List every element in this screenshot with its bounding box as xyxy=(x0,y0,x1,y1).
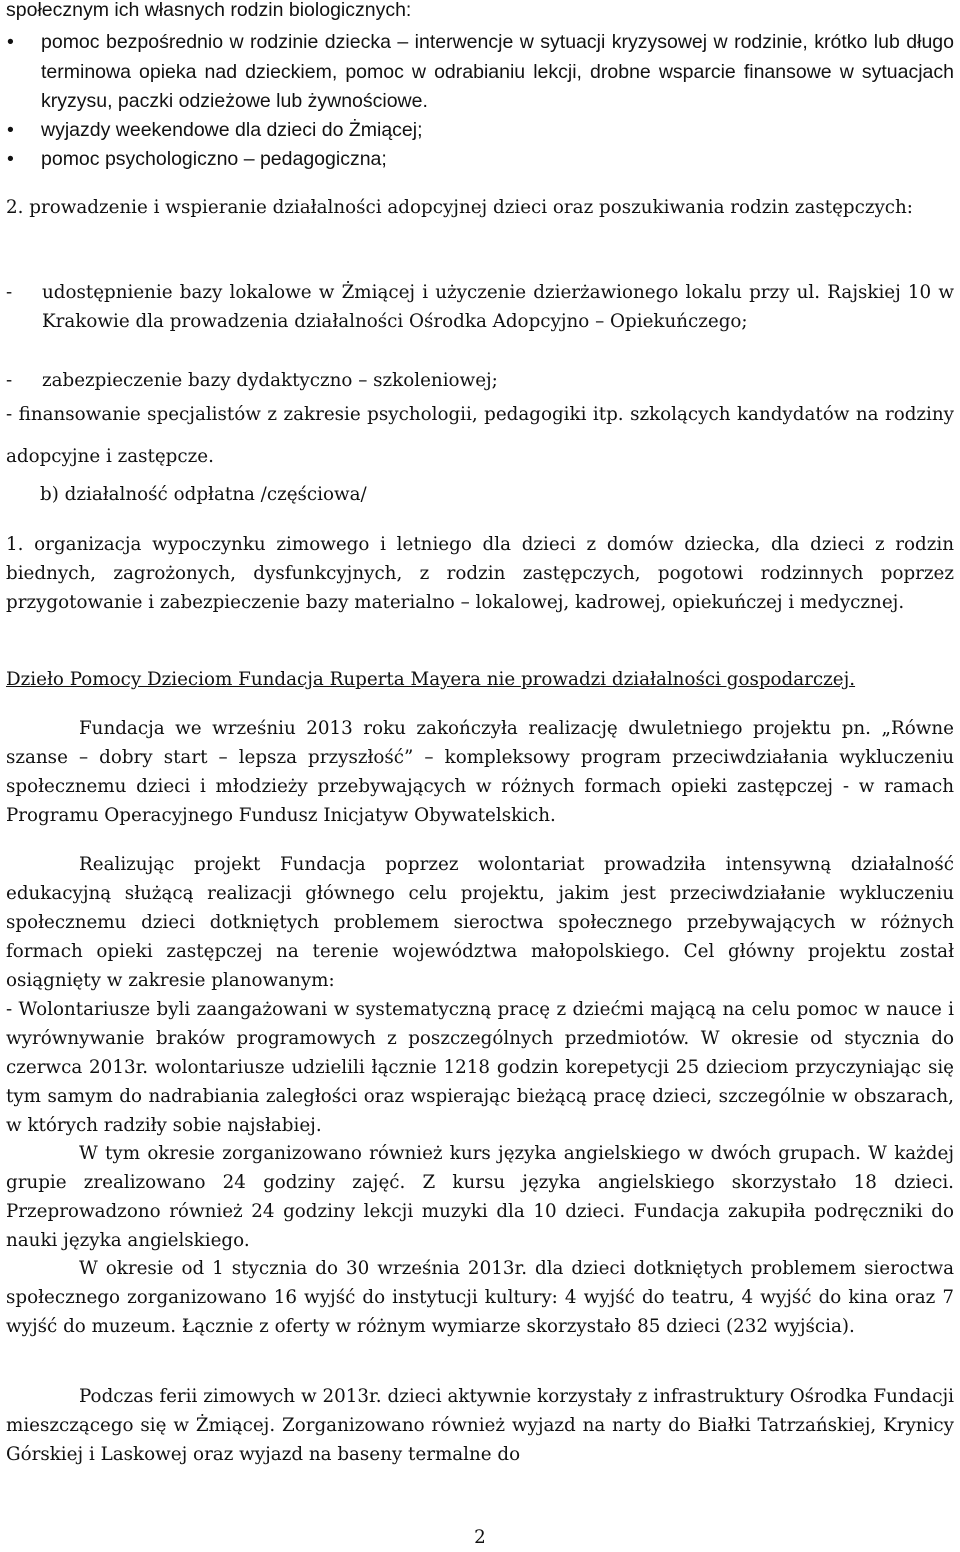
bullet-icon: • xyxy=(7,119,14,141)
bullet-item xyxy=(6,116,954,145)
section-2-heading: 2. prowadzenie i wspieranie działalności adopcyjnej dzieci oraz poszukiwania rodzin zastępczych: xyxy=(6,197,913,218)
dash-symbol: - xyxy=(6,370,13,391)
project-paragraph: Fundacja we wrześniu 2013 roku zakończyła realizację dwuletniego projektu pn. „Równe szanse – dobry start – lepsza przyszłość” – kompleksowy program przeciwdziałania wykluczeniu społecznemu dzieci i młodzieży przebywających w różnych formach opieki zastępczej - w ramach Programu Operacyjnego Fundusz Inicjatyw Obywatelskich. xyxy=(6,718,954,826)
page-number: 2 xyxy=(474,1527,486,1548)
statement-underlined xyxy=(6,665,954,694)
bullet-item xyxy=(6,28,954,117)
realizing-paragraph: Realizując projekt Fundacja poprzez wolontariat prowadziła intensywną działalność edukacyjną służącą realizacji głównego celu projektu, jakim jest przeciwdziałanie wykluczeniu społecznemu dzieci dotkniętych problemem sieroctwa społecznego przebywających w różnych formach opieki zastępczej na terenie województwa małopolskiego. Cel główny projektu został osiągnięty w zakresie planowanym: xyxy=(6,854,954,991)
bullet-text: pomoc bezpośrednio w rodzinie dziecka – interwencje w sytuacji kryzysowej w rodzinie, krótko lub długo terminowa opieka nad dzieckiem, pomoc w odrabianiu lekcji, drobne wsparcie finansowe w sytuacjach kryzysu, paczki odzieżowe lub żywnościowe. xyxy=(41,31,954,112)
statement-text: Dzieło Pomocy Dzieciom Fundacja Ruperta Mayera nie prowadzi działalności gospodarczej. xyxy=(6,669,856,690)
intro-line: społecznym ich własnych rodzin biologicznych: xyxy=(6,0,412,21)
dash-item xyxy=(6,278,954,336)
dash-item xyxy=(6,366,954,395)
culture-paragraph: W okresie od 1 stycznia do 30 września 2013r. dla dzieci dotkniętych problemem sieroctwa społecznego zorganizowano 16 wyjść do instytucji kultury: 4 wyjść do teatru, 4 wyjść do kina oraz 7 wyjść do muzeum. Łącznie z oferty w różnym wymiarze skorzystało 85 dzieci (232 wyjścia). xyxy=(6,1258,954,1337)
bullet-icon: • xyxy=(7,31,14,53)
winter-paragraph: Podczas ferii zimowych w 2013r. dzieci aktywnie korzystały z infrastruktury Ośrodka Fundacji mieszczącego się w Żmiącej. Zorganizowano również wyjazd na narty do Białki Tatrzańskiej, Krynicy Górskiej i Laskowej oraz wyjazd na baseny termalne do xyxy=(6,1386,954,1465)
dash-text: udostępnienie bazy lokalowe w Żmiącej i użyczenie dzierżawionego lokalu przy ul. Rajskiej 10 w Krakowie dla prowadzenia działalności Ośrodka Adopcyjno – Opiekuńczego; xyxy=(42,282,954,332)
english-course-paragraph: W tym okresie zorganizowano również kurs języka angielskiego w dwóch grupach. W każdej grupie zrealizowano 24 godziny zajęć. Z kursu języka angielskiego skorzystało 18 dzieci. Przeprowadzono również 24 godziny lekcji muzyki dla 10 dzieci. Fundacja zakupiła podręczniki do nauki języka angielskiego. xyxy=(6,1143,954,1251)
dash-symbol: - xyxy=(6,282,13,303)
bullet-icon: • xyxy=(7,148,14,170)
subsection-b: b) działalność odpłatna /częściowa/ xyxy=(40,484,367,505)
bullet-text: pomoc psychologiczno – pedagogiczna; xyxy=(41,148,387,170)
bullet-item xyxy=(6,145,954,174)
bullet-text: wyjazdy weekendowe dla dzieci do Żmiącej; xyxy=(41,119,423,141)
volunteers-paragraph: - Wolontariusze byli zaangażowani w systematyczną pracę z dziećmi mającą na celu pomoc w nauce i wyrównywanie braków programowych z poszczególnych przedmiotów. W okresie od stycznia do czerwca 2013r. wolontariusze udzielili łącznie 1218 godzin korepetycji 25 dzieciom przyczyniając się tym samym do nadrabiania zaległości oraz wspierając bieżącą pracę dzieci, szczególnie w obszarach, w których radziły sobie najsłabiej. xyxy=(6,999,954,1136)
item-1-paragraph: 1. organizacja wypoczynku zimowego i letniego dla dzieci z domów dziecka, dla dzieci z rodzin biednych, zagrożonych, dysfunkcyjnych, z rodzin zastępczych, pogotowi rodzinnych poprzez przygotowanie i zabezpieczenie bazy materialno – lokalowej, kadrowej, opiekuńczej i medycznej. xyxy=(6,534,954,613)
dash-text: zabezpieczenie bazy dydaktyczno – szkoleniowej; xyxy=(42,370,498,391)
dash-item-financing: - finansowanie specjalistów z zakresie psychologii, pedagogiki itp. szkolących kandydatów na rodziny adopcyjne i zastępcze. xyxy=(6,404,954,467)
